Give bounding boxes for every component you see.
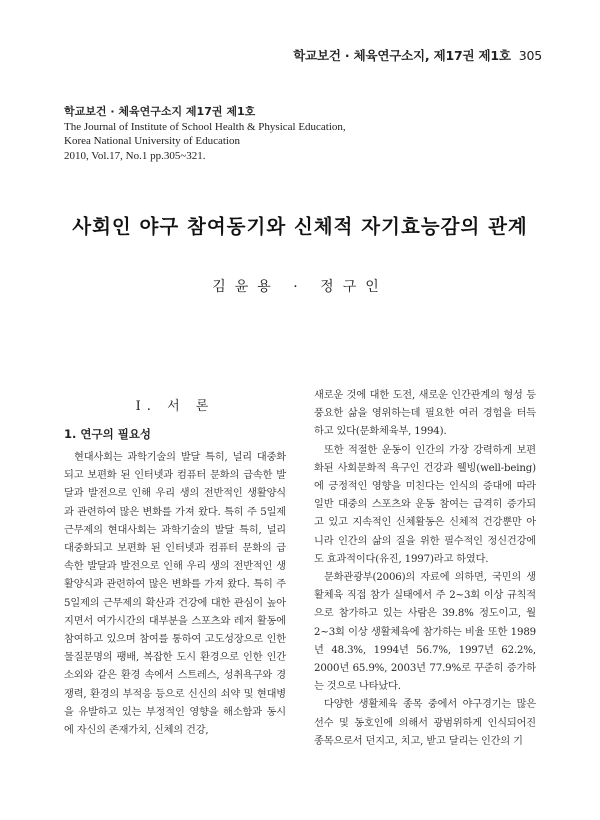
journal-info <box>64 105 424 163</box>
right-paragraph-3: 문화관광부(2006)의 자료에 의하면, 국민의 생활체육 직접 참가 실태에서 주 2~3회 이상 규칙적으로 참가하고 있는 사람은 39.8% 정도이고, 월 2~3회 이상 생활체육에 참가하는 비율 또한 1989년 48.3%, 1994년 56.7%, 1997년 62.2%, 2000년 65.9%, 2003년 77.9%로 꾸준히 증가하는 것으로 나타났다. <box>314 572 536 693</box>
right-paragraph-1: 새로운 것에 대한 도전, 새로운 인간관계의 형성 등 풍요한 삶을 영위하는데 필요한 여러 경험을 터득하고 있다(문화체육부, 1994). <box>314 390 536 438</box>
page-number: 305 <box>518 48 542 63</box>
left-column <box>64 449 286 740</box>
journal-info-korean: 학교보건 · 체육연구소지 제17권 제1호 <box>64 105 256 118</box>
right-column <box>314 387 536 751</box>
running-head <box>293 46 542 64</box>
section-heading: Ⅰ. 서 론 <box>135 399 215 414</box>
right-paragraph-2: 또한 적절한 운동이 인간의 가장 강력하게 보편화된 사회문화적 욕구인 건강과 웰빙(well-being)에 긍정적인 영향을 미친다는 인식의 증대에 따라 일반 대중의 스포츠와 운동 참여는 급격히 증가되고 있고 지속적인 신체활동은 신체적 건강뿐만 아니라 인간의 삶의 질을 위한 필수적인 정신건강에도 효과적이다(유진, 1997)라고 하였다. <box>314 444 536 565</box>
journal-info-english-line1: The Journal of Institute of School Health & Physical Education, <box>64 120 346 133</box>
paper-authors: 김윤용 · 정구인 <box>212 279 388 295</box>
left-paragraph-1: 현대사회는 과학기술의 발달 특히, 널리 대중화되고 보편화 된 인터넷과 컴퓨터 문화의 급속한 발달과 발전으로 인해 우리 생의 전반적인 생활양식과 관련하여 많은 변화를 가져 왔다. 특히 주 5일제 근무제의 현대사회는 과학기술의 발달 특히, 널리 대중화되고 보편화 된 인터넷과 컴퓨터 문화의 급속한 발달과 발전으로 인해 우리 생의 전반적인 생활양식과 관련하여 많은 변화를 가져 왔다. 특히 주 5일제의 근무제의 확산과 건강에 대한 관심이 높아지면서 여가시간의 대부분을 스포츠와 레저 활동에 참여하고 있으며 참여를 통하여 고도성장으로 인한 물질문명의 팽배, 복잡한 도시 환경으로 인한 인간소외와 같은 환경 속에서 스트레스, 성취욕구와 경쟁력, 환경의 부적응 등으로 신신의 쇠약 및 현대병을 유발하고 있는 부정적인 영향을 해소함과 동시에 자신의 존재가치, 신체의 건강, <box>64 452 286 737</box>
journal-info-english-line2: Korea National University of Education <box>64 135 240 147</box>
subsection-heading: 1. 연구의 필요성 <box>64 427 152 441</box>
right-paragraph-4: 다양한 생활체육 종목 중에서 야구경기는 많은 선수 및 동호인에 의해서 광범위하게 인식되어진 종목으로서 던지고, 치고, 받고 달리는 인간의 기 <box>314 699 536 747</box>
running-head-text: 학교보건 · 체육연구소지, 제17권 제1호 <box>293 48 511 63</box>
paper-title: 사회인 야구 참여동기와 신체적 자기효능감의 관계 <box>72 215 528 238</box>
journal-info-citation: 2010, Vol.17, No.1 pp.305~321. <box>64 149 206 162</box>
